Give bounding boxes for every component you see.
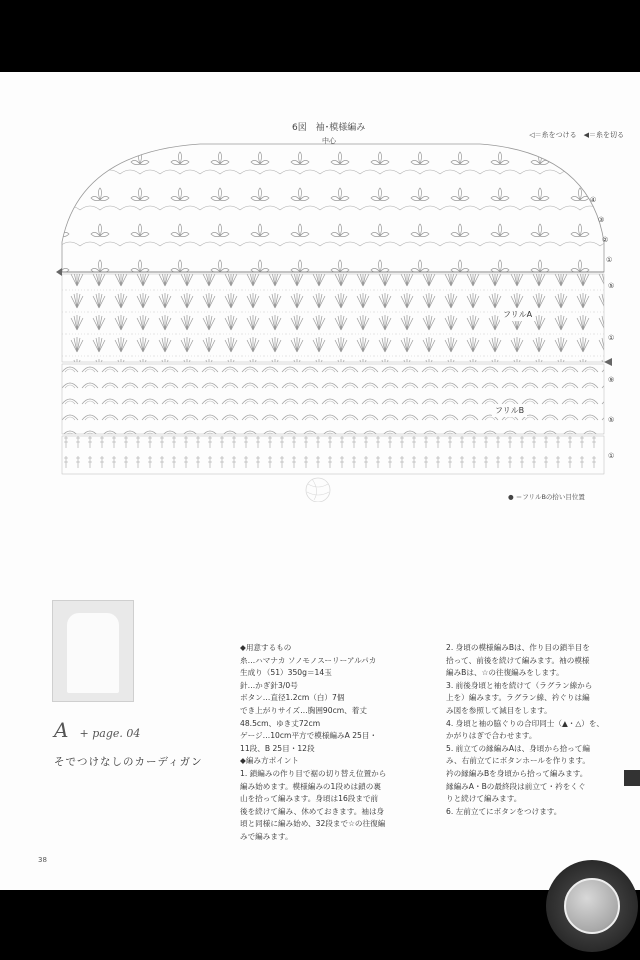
pattern-reference — [54, 718, 140, 742]
page-number: 38 — [38, 856, 47, 864]
frill-b-label: フリルB — [492, 404, 527, 417]
sleeve-cap-area — [62, 144, 604, 272]
cardigan-icon — [67, 613, 119, 693]
page-corner — [624, 770, 640, 786]
item-caption: そでつけなしのカーディガン — [54, 756, 203, 768]
cardigan-photo — [52, 600, 134, 702]
bottom-post-area — [62, 436, 604, 474]
row-number: ④ — [590, 196, 597, 204]
frill-a-label: フリルA — [500, 308, 535, 321]
steps-text: 2. 身頃の模様編みBは、作り目の鎖半目を 拾って、前後を続けて編みます。袖の模様 編みBは、☆の往復編みをします。 3. 前後身頃と袖を続けて（ラグラン線から 上を）編みます。ラグラン線、衿ぐりは編 み図を参照して減目をします。 4. 身頃と袖の脇ぐりの合印同士（▲・△）を、 かがりはぎで合わせます。 5. 前立ての縁編みAは、身頃から拾って編 み、右前立てにボタンホールを作ります。 衿の縁編みBを身頃から拾って編みます。 縁編みA・Bの最終段は前立て・衿をくぐ りと続けて編みます。 6. 左前立てにボタンをつけます。 — [446, 643, 605, 816]
row-number: ① — [608, 334, 615, 342]
book-page — [0, 72, 640, 890]
assistive-touch-button[interactable] — [546, 860, 638, 952]
row-number: ⑨ — [608, 376, 615, 384]
yarn-ball-icon — [306, 478, 330, 502]
materials-text: ◆用意するもの 糸…ハマナカ ソノモノスーリーアルパカ 生成り（51）350g＝14玉 針…かぎ針3/0号 ボタン…直径1.2cm（白）7個 でき上がりサイズ…胸囲90cm、着丈 48.5cm、ゆき丈72cm ゲージ…10cm平方で模様編みA 25目・ 11段、B 25目・12段 ◆編み方ポイント 1. 鎖編みの作り目で裾の切り替え位置から 編み始めます。模様編みの1段めは鎖の裏 山を拾って編みます。身頃は16段まで前 後を続けて編み、休めておきます。袖は身 頃と同様に編み始め、32段まで☆の往復編 みで編みます。 — [240, 643, 387, 841]
arrow-icon — [56, 268, 62, 276]
row-number: ① — [608, 452, 615, 460]
diagram-legend: ◁＝糸をつける ◀＝糸を切る — [529, 131, 624, 139]
pattern-page: + page. 04 — [79, 727, 141, 740]
home-button-icon — [564, 878, 620, 934]
diagram-title: 6図 袖･模様編み — [292, 123, 366, 133]
arrow-icon — [604, 358, 612, 366]
row-number: ② — [602, 236, 609, 244]
frill-b-area — [62, 364, 604, 434]
row-number: ⑤ — [608, 282, 615, 290]
row-number: ① — [606, 256, 613, 264]
row-number: ⑤ — [608, 416, 615, 424]
diagram-footnote: ● ＝フリルBの拾い目位置 — [508, 493, 585, 501]
pattern-letter: A — [54, 718, 69, 742]
row-number: ③ — [598, 216, 605, 224]
center-label: 中心 — [322, 137, 336, 145]
